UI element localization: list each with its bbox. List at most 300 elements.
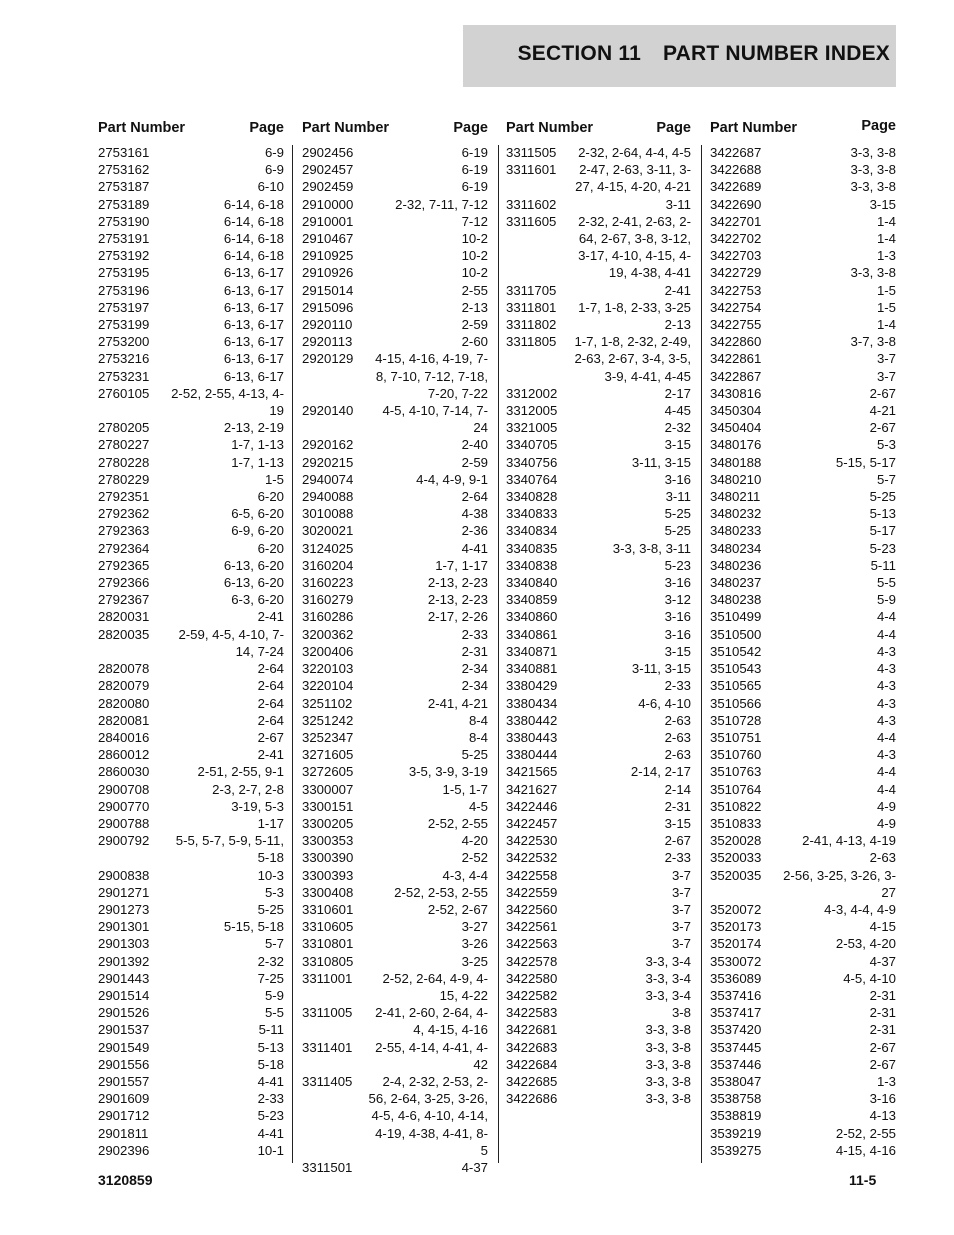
page-reference-text: 2-17, 2-26 — [427, 609, 488, 625]
page-reference-text: 4-41 — [257, 1125, 284, 1141]
part-number: 3311605 — [506, 213, 557, 229]
index-entry — [98, 1039, 284, 1056]
index-entry — [302, 316, 488, 333]
page-reference-text: 10-2 — [461, 265, 488, 281]
part-number: 2792364 — [98, 540, 150, 556]
index-entry — [710, 264, 896, 281]
index-entry — [302, 213, 488, 230]
index-entry — [302, 402, 488, 436]
index-entry — [98, 368, 284, 385]
part-number: 3538758 — [710, 1091, 762, 1107]
index-entry — [98, 264, 284, 281]
index-entry — [98, 505, 284, 522]
part-number: 2792362 — [98, 506, 150, 522]
page-reference-text: 1-3 — [876, 1073, 896, 1089]
index-entry — [710, 540, 896, 557]
part-number: 2792365 — [98, 557, 150, 573]
part-number: 3422702 — [710, 231, 762, 247]
index-entry — [98, 419, 284, 436]
page-reference — [164, 196, 284, 213]
index-entry — [506, 608, 691, 625]
index-entry — [506, 454, 691, 471]
part-number: 3312005 — [506, 403, 558, 419]
page-reference-text: 2-52, 2-55 — [427, 815, 488, 831]
part-number: 3422689 — [710, 179, 762, 195]
part-number: 2753200 — [98, 334, 150, 350]
part-number: 2920129 — [302, 351, 354, 367]
page-reference — [368, 695, 488, 712]
index-entry — [710, 333, 896, 350]
page-reference-text: 3-15 — [664, 815, 691, 831]
page-reference-text: 2-53, 4-20 — [835, 936, 896, 952]
page-reference — [164, 763, 284, 780]
part-number: 2780229 — [98, 471, 150, 487]
page-reference — [368, 918, 488, 935]
index-entry — [302, 763, 488, 780]
part-number: 3251242 — [302, 712, 354, 728]
index-entry — [506, 316, 691, 333]
index-entry — [506, 402, 691, 419]
index-entry — [506, 1056, 691, 1073]
part-number: 3510760 — [710, 747, 762, 763]
index-entry — [98, 695, 284, 712]
page-reference — [776, 712, 896, 729]
index-entry — [506, 1090, 691, 1107]
index-entry — [710, 161, 896, 178]
part-number: 2901557 — [98, 1073, 150, 1089]
index-entry — [506, 626, 691, 643]
index-entry — [506, 746, 691, 763]
page-reference-text: 2-41 — [664, 282, 691, 298]
part-number: 2901712 — [98, 1108, 150, 1124]
page-reference-text: 3-3, 3-8 — [645, 1022, 691, 1038]
page-reference — [776, 1056, 896, 1073]
part-number: 2901301 — [98, 919, 150, 935]
page-reference — [368, 350, 488, 402]
index-entry — [710, 1142, 896, 1159]
page-reference-text: 3-27 — [461, 919, 488, 935]
page-reference-text: 6-14, 6-18 — [223, 196, 284, 212]
page-reference-text: 5-17 — [869, 523, 896, 539]
index-entry — [710, 230, 896, 247]
part-number: 2753196 — [98, 282, 150, 298]
page-reference-text: 6-5, 6-20 — [231, 506, 284, 522]
page-reference-text: 2-59 — [461, 454, 488, 470]
index-entry — [98, 935, 284, 952]
page-reference-text: 2-41 — [257, 609, 284, 625]
page-reference-text: 3-16 — [664, 626, 691, 642]
page-reference-text: 3-16 — [664, 575, 691, 591]
index-entry — [302, 867, 488, 884]
part-number: 3200362 — [302, 626, 354, 642]
index-entry — [506, 522, 691, 539]
page-reference-text: 2-3, 2-7, 2-8 — [212, 781, 284, 797]
part-number: 2940074 — [302, 471, 354, 487]
page-reference — [164, 798, 284, 815]
page-reference — [164, 884, 284, 901]
page-reference — [572, 471, 691, 488]
page-reference-text: 8-4 — [468, 712, 488, 728]
page-reference-text: 3-3, 3-8 — [645, 1039, 691, 1055]
page-reference-text: 2-33 — [664, 678, 691, 694]
page-reference-text: 5-23 — [257, 1108, 284, 1124]
page-reference-text: 2-31 — [664, 798, 691, 814]
index-entry — [302, 264, 488, 281]
part-number: 3422687 — [710, 145, 762, 160]
page-reference-text: 1-5 — [264, 471, 284, 487]
part-number: 2901549 — [98, 1039, 150, 1055]
page-reference-text: 6-13, 6-17 — [223, 317, 284, 333]
part-number: 3480238 — [710, 592, 762, 608]
index-entry — [302, 884, 488, 901]
index-entry — [98, 815, 284, 832]
page-reference-text: 3-26 — [461, 936, 488, 952]
index-entry — [98, 1107, 284, 1124]
part-number: 2753216 — [98, 351, 150, 367]
page-reference-text: 5-11 — [870, 557, 896, 573]
page-reference-text: 2-32, 2-41, 2-63, 2-64, 2-67, 3-8, 3-12, 3-17, 4-10, 4-15, 4-19, 4-38, 4-41 — [578, 213, 691, 281]
part-number: 2901273 — [98, 901, 150, 917]
page-reference-text: 4-15, 4-16, 4-19, 7-8, 7-10, 7-12, 7-18, 7-20, 7-22 — [375, 351, 488, 401]
page-reference-text: 1-7, 1-8, 2-32, 2-49, 2-63, 2-67, 3-4, 3-5, 3-9, 4-41, 4-45 — [574, 334, 691, 384]
page-reference-text: 2-52, 2-67 — [427, 901, 488, 917]
page-reference — [776, 557, 896, 574]
page-reference-text: 10-2 — [461, 231, 488, 247]
page-reference — [368, 798, 488, 815]
page-reference-text: 1-4 — [876, 231, 896, 247]
part-number: 2920110 — [302, 317, 353, 333]
page-reference-text: 5-25 — [257, 901, 284, 917]
part-number: 3340834 — [506, 523, 558, 539]
page-reference — [776, 591, 896, 608]
page-reference-text: 2-13 — [461, 299, 488, 315]
index-entry — [710, 695, 896, 712]
part-number: 3340835 — [506, 540, 558, 556]
part-number: 3510566 — [710, 695, 762, 711]
page-reference-text: 6-13, 6-17 — [223, 282, 284, 298]
section-name: PART NUMBER INDEX — [662, 42, 890, 65]
part-number: 3510565 — [710, 678, 762, 694]
index-entry — [302, 746, 488, 763]
page-reference — [164, 505, 284, 522]
index-entry — [98, 385, 284, 419]
part-number: 3422860 — [710, 334, 762, 350]
part-number: 3340828 — [506, 489, 558, 505]
page-reference — [572, 815, 691, 832]
part-number: 3422861 — [710, 351, 762, 367]
part-number: 3450404 — [710, 420, 762, 436]
page-reference-text: 6-14, 6-18 — [223, 248, 284, 264]
part-number: 2820035 — [98, 626, 150, 642]
page-reference-text: 2-31 — [869, 987, 896, 1003]
index-entry — [302, 591, 488, 608]
part-number: 3422532 — [506, 850, 558, 866]
index-column-3 — [506, 118, 691, 1107]
index-entry — [98, 196, 284, 213]
part-number: 3510822 — [710, 798, 762, 814]
index-entry — [506, 333, 691, 385]
page-reference — [776, 849, 896, 866]
part-number: 2920113 — [302, 334, 353, 350]
index-entry — [506, 935, 691, 952]
index-entry — [98, 436, 284, 453]
index-entry — [302, 540, 488, 557]
part-number: 3380429 — [506, 678, 558, 694]
index-entry — [98, 832, 284, 866]
index-entry — [302, 522, 488, 539]
page-reference-text: 4-9 — [876, 815, 896, 831]
page-reference-text: 5-25 — [664, 523, 691, 539]
index-entry — [98, 1056, 284, 1073]
page-reference-text: 2-31 — [869, 1005, 896, 1021]
page-reference — [164, 557, 284, 574]
index-entry — [98, 350, 284, 367]
part-number: 3380443 — [506, 729, 558, 745]
part-number: 3124025 — [302, 540, 354, 556]
index-entry — [710, 247, 896, 264]
page-reference-text: 3-3, 3-8 — [645, 1091, 691, 1107]
index-entry — [710, 471, 896, 488]
page-reference — [368, 643, 488, 660]
part-number: 3252347 — [302, 729, 354, 745]
part-number: 3520035 — [710, 867, 762, 883]
index-entry — [710, 798, 896, 815]
index-entry — [710, 591, 896, 608]
page-reference — [776, 196, 896, 213]
part-number: 2900788 — [98, 815, 150, 831]
page-reference — [164, 746, 284, 763]
page-reference — [776, 488, 896, 505]
page-reference — [368, 247, 488, 264]
page-reference-text: 2-31 — [869, 1022, 896, 1038]
index-entry — [710, 402, 896, 419]
index-entry — [710, 574, 896, 591]
index-entry — [506, 144, 691, 161]
part-number: 3520028 — [710, 833, 762, 849]
part-number: 3538047 — [710, 1073, 762, 1089]
page-reference — [776, 1090, 896, 1107]
part-number-heading: Part Number — [710, 120, 798, 136]
page-reference-text: 2-41, 2-60, 2-64, 4-4, 4-15, 4-16 — [375, 1005, 488, 1038]
page-reference-text: 6-13, 6-20 — [223, 557, 284, 573]
index-entry — [506, 867, 691, 884]
index-entry — [710, 299, 896, 316]
page-reference — [164, 953, 284, 970]
part-number: 3311801 — [506, 299, 557, 315]
page-reference-text: 1-17 — [257, 815, 284, 831]
index-entry — [710, 1021, 896, 1038]
page-reference-text: 5-5, 5-7, 5-9, 5-11, 5-18 — [175, 833, 284, 866]
page-reference-text: 3-3, 3-8 — [850, 179, 896, 195]
part-number: 3530072 — [710, 953, 762, 969]
part-number: 2840016 — [98, 729, 150, 745]
page-reference-text: 2-33 — [461, 626, 488, 642]
page-reference-text: 3-11, 3-15 — [631, 661, 691, 677]
index-entry — [302, 282, 488, 299]
part-number: 2900708 — [98, 781, 150, 797]
page-reference-text: 2-52, 2-55, 4-13, 4-19 — [171, 385, 284, 419]
part-number: 3310801 — [302, 936, 354, 952]
page-reference-text: 5-15, 5-18 — [223, 919, 284, 935]
part-number: 2753190 — [98, 213, 150, 229]
page-reference-text: 5-11 — [258, 1022, 284, 1038]
page-reference — [368, 522, 488, 539]
index-column-1 — [98, 118, 284, 1159]
index-entry — [98, 282, 284, 299]
page-reference — [164, 247, 284, 264]
part-number: 3539219 — [710, 1125, 762, 1141]
page-reference-text: 5-23 — [869, 540, 896, 556]
page-reference — [368, 626, 488, 643]
page-reference-text: 2-36 — [461, 523, 488, 539]
page-reference-text: 2-32, 7-11, 7-12 — [395, 196, 488, 212]
part-number: 2901271 — [98, 884, 150, 900]
index-entry — [98, 230, 284, 247]
index-entry — [302, 299, 488, 316]
index-entry — [506, 953, 691, 970]
page-reference — [776, 574, 896, 591]
page-reference — [572, 729, 691, 746]
index-entry — [710, 832, 896, 849]
part-number: 3340860 — [506, 609, 558, 625]
index-entry — [98, 488, 284, 505]
index-entry — [98, 781, 284, 798]
page-reference — [164, 471, 284, 488]
part-number: 3422686 — [506, 1091, 558, 1107]
page-reference-text: 3-16 — [664, 471, 691, 487]
page-reference-text: 2-55, 4-14, 4-41, 4-42 — [375, 1039, 488, 1072]
page-reference-text: 4-41 — [461, 540, 488, 556]
index-entry — [302, 1004, 488, 1038]
page-reference — [164, 1142, 284, 1159]
page-reference-text: 4-4 — [876, 626, 896, 642]
page-reference — [368, 746, 488, 763]
index-entry — [302, 436, 488, 453]
page-reference — [572, 695, 691, 712]
page-reference-text: 4-13 — [869, 1108, 896, 1124]
index-entry — [710, 1125, 896, 1142]
part-number: 2940088 — [302, 489, 354, 505]
page-reference — [164, 333, 284, 350]
page-reference — [776, 1021, 896, 1038]
index-entry — [302, 901, 488, 918]
page-reference-text: 2-32 — [664, 420, 691, 436]
index-entry — [302, 970, 488, 1004]
page-reference — [368, 849, 488, 866]
part-number: 2860012 — [98, 747, 150, 763]
page-reference — [572, 333, 691, 385]
page-reference — [776, 144, 896, 161]
page-reference-text: 6-14, 6-18 — [223, 231, 284, 247]
page-reference-text: 4-4 — [876, 609, 896, 625]
page-reference — [776, 1107, 896, 1124]
column-header — [710, 118, 896, 144]
index-rows — [302, 144, 488, 1176]
index-entry — [710, 608, 896, 625]
index-entry — [98, 557, 284, 574]
index-entry — [98, 746, 284, 763]
index-entry — [506, 643, 691, 660]
index-entry — [710, 1056, 896, 1073]
part-number: 3020021 — [302, 523, 354, 539]
page-reference — [572, 608, 691, 625]
index-entry — [506, 419, 691, 436]
part-number: 3510728 — [710, 712, 762, 728]
index-entry — [302, 196, 488, 213]
part-number: 3311405 — [302, 1073, 353, 1089]
page-reference-text: 2-13, 2-19 — [223, 420, 284, 436]
page-heading: Page — [861, 118, 896, 134]
page-reference — [164, 712, 284, 729]
index-entry — [506, 677, 691, 694]
page-reference — [368, 196, 488, 213]
page-reference — [368, 935, 488, 952]
page-reference-text: 2-67 — [664, 833, 691, 849]
page-reference — [572, 849, 691, 866]
page-reference — [164, 299, 284, 316]
column-header — [98, 118, 284, 144]
page-reference-text: 3-16 — [869, 1091, 896, 1107]
page-reference — [164, 935, 284, 952]
part-number: 3422563 — [506, 936, 558, 952]
page-reference-text: 6-19 — [461, 179, 488, 195]
part-number: 2901526 — [98, 1005, 150, 1021]
page-reference-text: 4-5 — [468, 798, 488, 814]
page-reference — [572, 557, 691, 574]
page-reference — [164, 282, 284, 299]
index-entry — [302, 230, 488, 247]
page-reference — [164, 677, 284, 694]
page-reference-text: 1-4 — [876, 317, 896, 333]
index-entry — [98, 574, 284, 591]
index-entry — [98, 1125, 284, 1142]
index-entry — [302, 643, 488, 660]
page-reference-text: 4-6, 4-10 — [638, 695, 691, 711]
part-number: 3160204 — [302, 557, 354, 573]
page-reference — [776, 505, 896, 522]
index-entry — [710, 763, 896, 780]
index-entry — [710, 385, 896, 402]
part-number: 2920162 — [302, 437, 354, 453]
index-entry — [506, 712, 691, 729]
page-reference — [368, 867, 488, 884]
index-entry — [710, 626, 896, 643]
page-reference — [164, 832, 284, 866]
page-reference-text: 4-3 — [876, 661, 896, 677]
page-reference — [164, 1090, 284, 1107]
page-heading: Page — [453, 120, 488, 136]
page-reference — [572, 987, 691, 1004]
page-reference — [572, 867, 691, 884]
index-entry — [710, 282, 896, 299]
page-reference — [164, 436, 284, 453]
page-reference-text: 6-20 — [257, 489, 284, 505]
page-reference-text: 1-5, 1-7 — [442, 781, 488, 797]
part-number: 3310605 — [302, 919, 354, 935]
index-entry — [98, 316, 284, 333]
page-reference — [776, 987, 896, 1004]
index-entry — [710, 660, 896, 677]
page-reference-text: 2-32 — [257, 953, 284, 969]
part-number: 2820080 — [98, 695, 150, 711]
page-reference — [164, 230, 284, 247]
page-reference — [368, 178, 488, 195]
page-reference — [776, 247, 896, 264]
page-reference — [164, 161, 284, 178]
index-entry — [98, 161, 284, 178]
index-entry — [506, 299, 691, 316]
page-reference — [776, 178, 896, 195]
